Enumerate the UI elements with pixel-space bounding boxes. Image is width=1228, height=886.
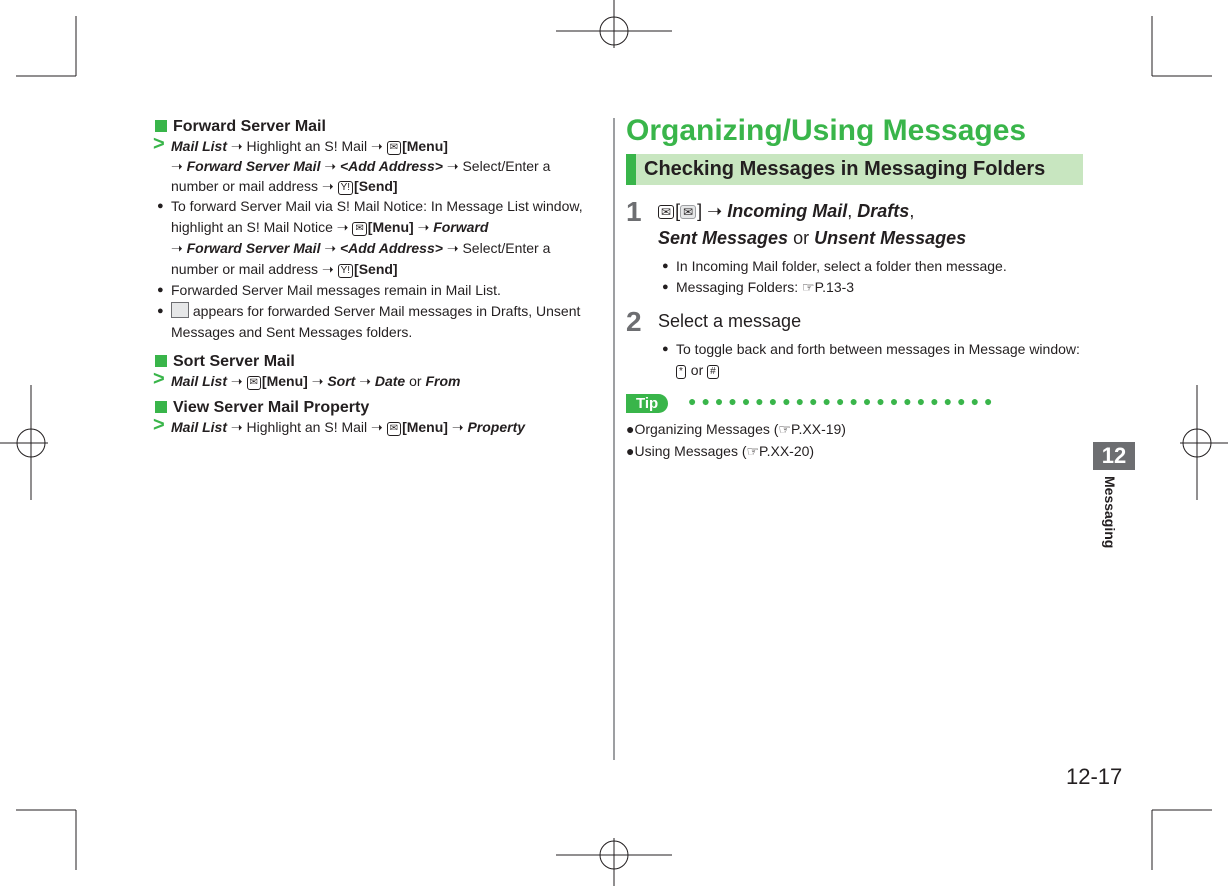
chapter-label: Messaging	[1102, 476, 1118, 549]
envelope-icon: ✉	[680, 205, 696, 219]
tip-item: ●Using Messages (☞P.XX-20)	[626, 443, 815, 459]
page-title: Organizing/Using Messages	[626, 114, 1027, 147]
nav-menu: [Menu]	[402, 138, 448, 154]
step-2-notes	[662, 339, 1082, 381]
step-1-text: ✉ [ ✉ ] ➝ Incoming Mail, Drafts, Sent Messages or Unsent Messages	[658, 201, 967, 248]
bullet-item: ● In Incoming Mail folder, select a folder then message.	[662, 256, 1082, 277]
tip-header	[626, 395, 1076, 415]
mail-key-icon: ✉	[658, 205, 674, 219]
bullet-item: ● Forwarded Server Mail messages remain in Mail List.	[157, 280, 585, 301]
operation-steps: > Mail List ➝ Highlight an S! Mail ➝ ✉ [Menu] ➝ Property	[153, 414, 526, 436]
star-key-icon: *	[676, 365, 686, 379]
nav-add-address: <Add Address>	[339, 158, 443, 174]
bullet-item: ● Messaging Folders: ☞P.13-3	[662, 277, 1082, 298]
chevron-right-icon: >	[153, 414, 165, 436]
step-number: 2	[626, 306, 642, 337]
square-icon	[155, 120, 167, 132]
nav-mail-list: Mail List	[171, 138, 228, 154]
mail-key-icon: ✉	[247, 376, 261, 390]
nav-select-enter: Select/Enter a	[462, 158, 551, 174]
tip-item: ●Organizing Messages (☞P.XX-19)	[626, 421, 846, 437]
step-2-text: Select a message	[658, 311, 802, 331]
square-icon	[155, 401, 167, 413]
yahoo-key-icon: Y!	[338, 181, 353, 195]
step-1-notes	[662, 256, 1082, 298]
bullet-item: ● To forward Server Mail via S! Mail Notice: In Message List window, highlight an S! Mail Notice ➝ ✉ [Menu] ➝ Forward ➝ Forward Server Mail ➝ <Add Address> ➝ Select/Enter a number or mail address ➝ Y! [Send]	[157, 196, 585, 280]
yahoo-key-icon: Y!	[338, 264, 353, 278]
mail-key-icon: ✉	[387, 141, 401, 155]
page-number: 12-17	[1066, 764, 1123, 789]
section-heading: Checking Messages in Messaging Folders	[626, 154, 1083, 185]
section-title: Forward Server Mail	[155, 118, 585, 136]
mail-key-icon: ✉	[387, 422, 401, 436]
hash-key-icon: #	[707, 365, 719, 379]
bullet-item: ● To toggle back and forth between messages in Message window: * or #	[662, 339, 1082, 381]
operation-steps: > Mail List ➝ Highlight an S! Mail ➝ ✉ [Menu] ➝ Forward Server Mail ➝ <Add Address> ➝ Select/Enter a number or mail address ➝ Y! [Send]	[153, 133, 551, 194]
section-title: View Server Mail Property	[155, 399, 585, 417]
chevron-right-icon: >	[153, 368, 165, 390]
nav-number-address: number or mail address	[171, 178, 319, 194]
dotted-rule: ●●●●●●●●●●●●●●●●●●●●●●●	[688, 393, 998, 409]
tip-badge: Tip	[626, 394, 668, 413]
step-number: 1	[626, 196, 642, 227]
nav-send: [Send]	[354, 178, 398, 194]
nav-forward-server-mail: Forward Server Mail	[186, 158, 321, 174]
mail-key-icon: ✉	[352, 222, 366, 236]
chapter-number-tab: 12	[1093, 442, 1135, 470]
operation-steps: > Mail List ➝ ✉ [Menu] ➝ Sort ➝ Date or From	[153, 368, 461, 390]
forwarded-mail-icon	[171, 302, 189, 318]
tip-list	[626, 418, 846, 462]
forward-server-mail-section	[155, 118, 585, 437]
nav-highlight: Highlight an S! Mail	[246, 138, 368, 154]
section-title: Sort Server Mail	[155, 353, 585, 371]
bullet-item: ● appears for forwarded Server Mail messages in Drafts, Unsent Messages and Sent Messages folders.	[157, 301, 585, 343]
square-icon	[155, 355, 167, 367]
chevron-right-icon: >	[153, 133, 165, 155]
